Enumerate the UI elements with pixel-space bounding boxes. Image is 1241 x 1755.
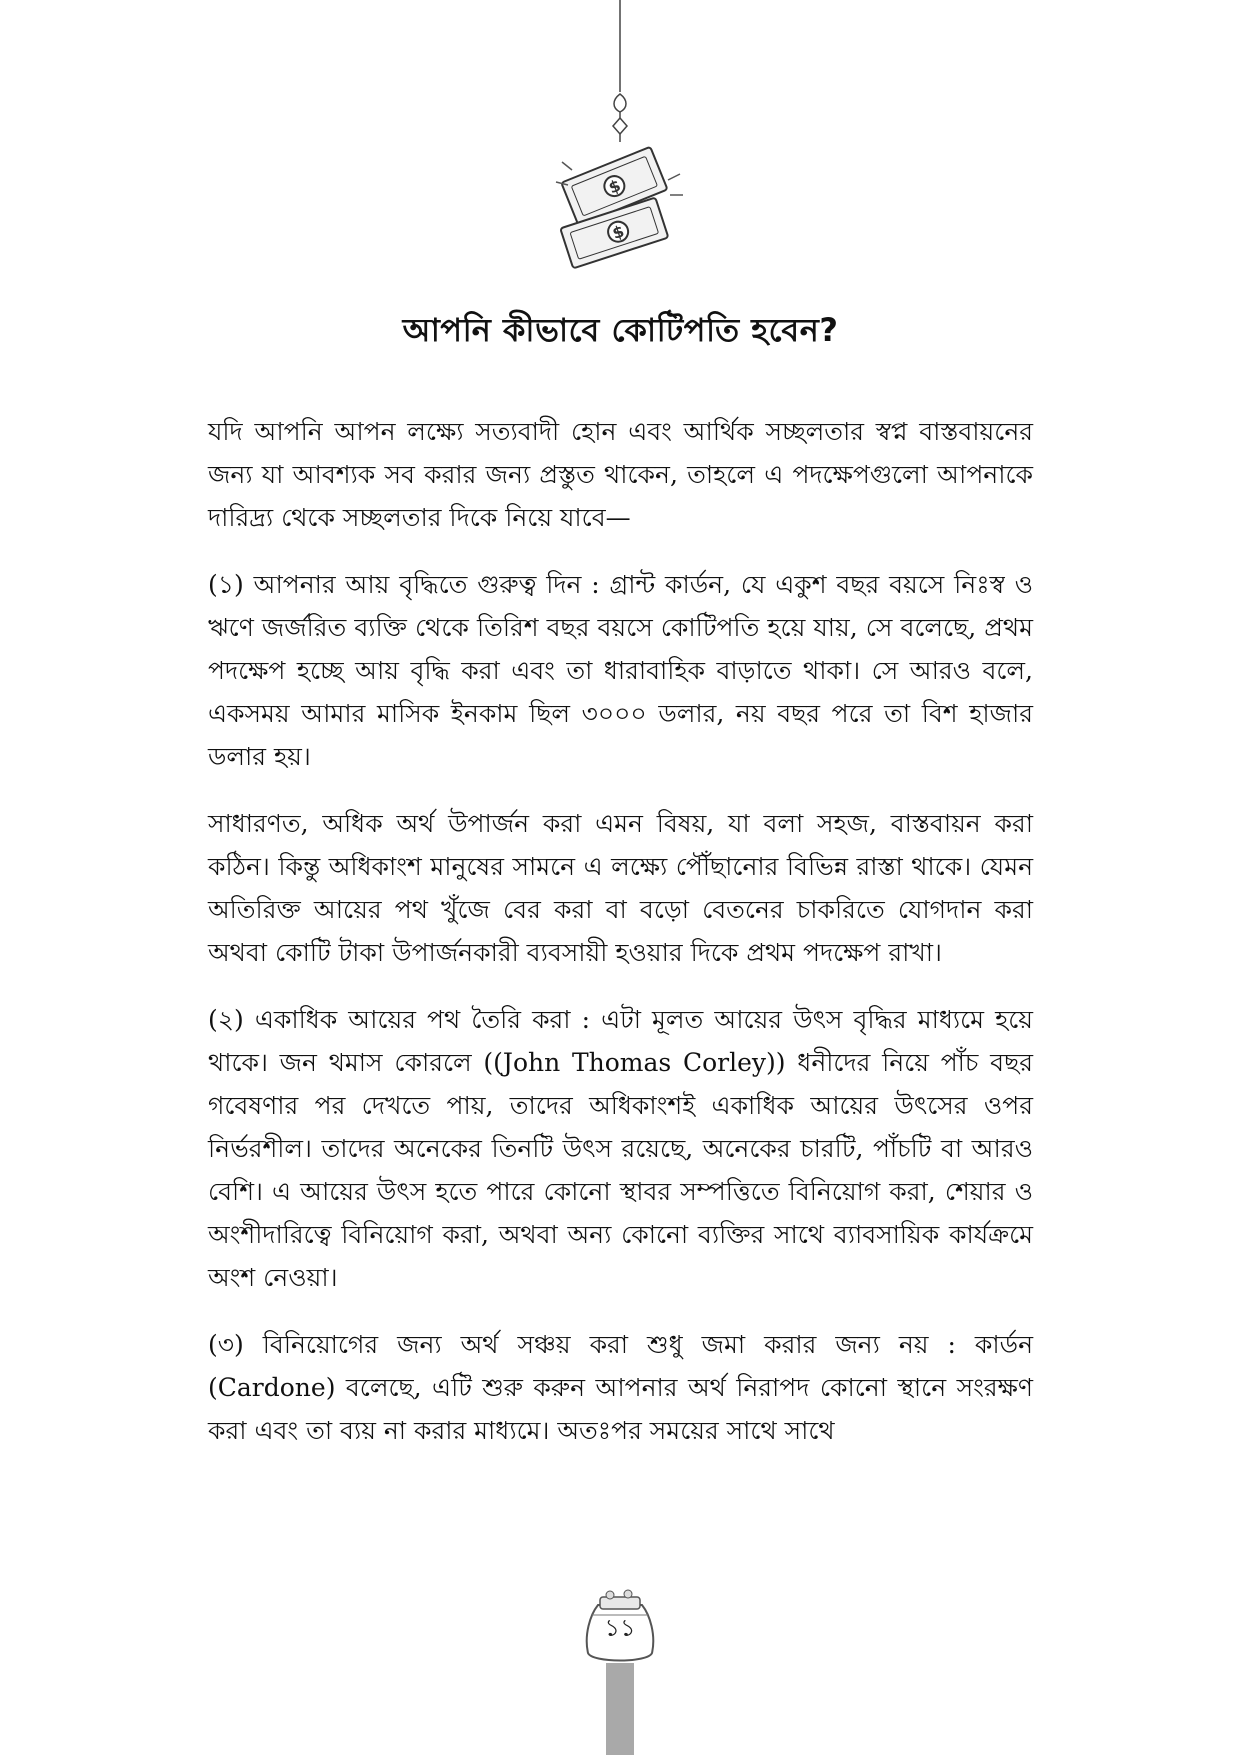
svg-text:$: $ xyxy=(610,221,627,243)
page-number: ১১ xyxy=(604,1614,636,1642)
chapter-title: আপনি কীভাবে কোটিপতি হবেন? xyxy=(402,311,839,349)
body-text xyxy=(208,410,1033,1476)
ornament-drop xyxy=(613,94,627,142)
paragraph-general: সাধারণত, অধিক অর্থ উপার্জন করা এমন বিষয়, যা বলা সহজ, বাস্তবায়ন করা কঠিন। কিন্তু অধিকাংশ মানুষের সামনে এ লক্ষ্যে পৌঁছানোর বিভিন্ন রাস্তা থাকে। যেমন অতিরিক্ত আয়ের পথ খুঁজে বের করা বা বড়ো বেতনের চাকরিতে যোগদান করা অথবা কোটি টাকা উপার্জনকারী ব্যবসায়ী হওয়ার দিকে প্রথম পদক্ষেপ রাখা। xyxy=(208,809,1033,967)
paragraph-step-2: (২) একাধিক আয়ের পথ তৈরি করা : এটা মূলত আয়ের উৎস বৃদ্ধির মাধ্যমে হয়ে থাকে। জন থমাস কোরলে ((John Thomas Corley)) ধনীদের নিয়ে পাঁচ বছর গবেষণার পর দেখতে পায়, তাদের অধিকাংশই একাধিক আয়ের উৎসের ওপর নির্ভরশীল। তাদের অনেকের তিনটি উৎস রয়েছে, অনেকের চারটি, পাঁচটি বা আরও বেশি। এ আয়ের উৎস হতে পারে কোনো স্থাবর সম্পত্তিতে বিনিয়োগ করা, শেয়ার ও অংশীদারিত্বে বিনিয়োগ করা, অথবা অন্য কোনো ব্যক্তির সাথে ব্যাবসায়িক কার্যক্রমে অংশ নেওয়া। xyxy=(208,1005,1033,1292)
paragraph-intro: যদি আপনি আপন লক্ষ্যে সত্যবাদী হোন এবং আর্থিক সচ্ছলতার স্বপ্ন বাস্তবায়নের জন্য যা আবশ্যক সব করার জন্য প্রস্তুত থাকেন, তাহলে এ পদক্ষেপগুলো আপনাকে দারিদ্র্য থেকে সচ্ছলতার দিকে নিয়ে যাবে— xyxy=(208,417,1033,532)
paragraph-step-3: (৩) বিনিয়োগের জন্য অর্থ সঞ্চয় করা শুধু জমা করার জন্য নয় : কার্ডন (Cardone) বলেছে, এটি শুরু করুন আপনার অর্থ নিরাপদ কোনো স্থানে সংরক্ষণ করা এবং তা ব্যয় না করার মাধ্যমে। অতঃপর সময়ের সাথে সাথে xyxy=(208,1330,1033,1445)
svg-text:$: $ xyxy=(605,175,624,198)
money-ornament-illustration xyxy=(0,0,1241,270)
footer-bar xyxy=(606,1663,634,1755)
paragraph-step-1: (১) আপনার আয় বৃদ্ধিতে গুরুত্ব দিন : গ্রান্ট কার্ডন, যে একুশ বছর বয়সে নিঃস্ব ও ঋণে জর্জরিত ব্যক্তি থেকে তিরিশ বছর বয়সে কোটিপতি হয়ে যায়, সে বলেছে, প্রথম পদক্ষেপ হচ্ছে আয় বৃদ্ধি করা এবং তা ধারাবাহিক বাড়াতে থাকা। সে আরও বলে, একসময় আমার মাসিক ইনকাম ছিল ৩০০০ ডলার, নয় বছর পরে তা বিশ হাজার ডলার হয়। xyxy=(208,570,1033,771)
dollar-bills-icon xyxy=(560,147,668,269)
